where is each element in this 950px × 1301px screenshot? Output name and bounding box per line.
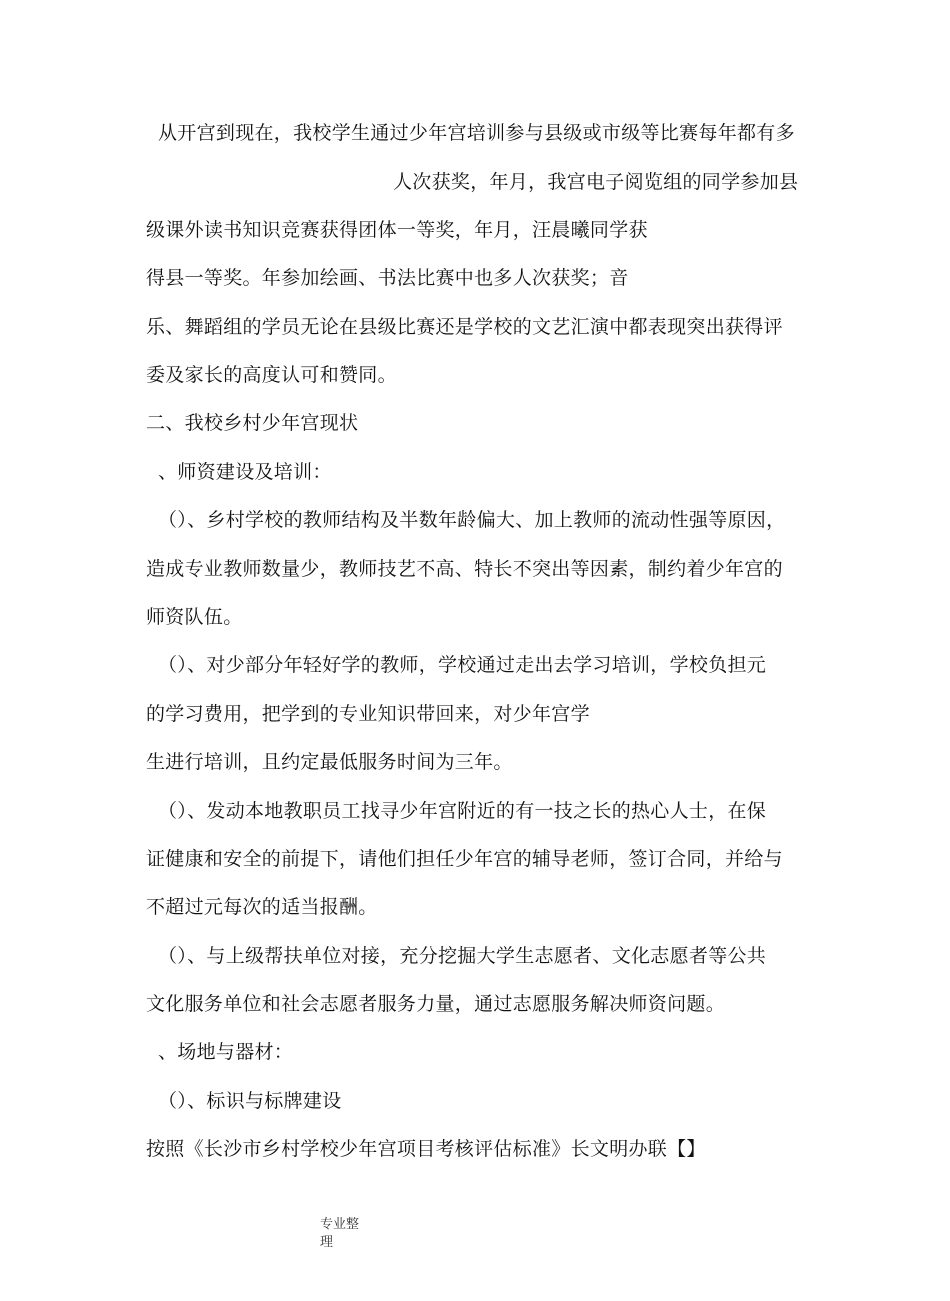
paragraph-line-17: 不超过元每次的适当报酬。 <box>146 896 378 918</box>
paragraph-line-18: （）、与上级帮扶单位对接，充分挖掘大学生志愿者、文化志愿者等公共 <box>158 945 767 967</box>
footer-line-2: 理 <box>320 1235 334 1250</box>
paragraph-line-22: 按照《长沙市乡村学校少年宫项目考核评估标准》长文明办联【】 <box>146 1138 706 1160</box>
paragraph-line-16: 证健康和安全的前提下，请他们担任少年宫的辅导老师，签订合同，并给与 <box>146 848 783 870</box>
subsection-heading-teachers: 、师资建设及培训： <box>158 461 332 483</box>
section-heading: 二、我校乡村少年宫现状 <box>146 412 359 434</box>
paragraph-line-9: （）、乡村学校的教师结构及半数年龄偏大、加上教师的流动性强等原因， <box>158 509 786 531</box>
footer-line-1: 专业整 <box>320 1217 360 1232</box>
paragraph-line-5: 乐、舞蹈组的学员无论在县级比赛还是学校的文艺汇演中都表现突出获得评 <box>146 316 783 338</box>
paragraph-line-15: （）、发动本地教职员工找寻少年宫附近的有一技之长的热心人士，在保 <box>158 800 767 822</box>
paragraph-line-4: 得县一等奖。年参加绘画、书法比赛中也多人次获奖；音 <box>146 267 629 289</box>
paragraph-line-12: （）、对少部分年轻好学的教师，学校通过走出去学习培训，学校负担元 <box>158 654 767 676</box>
paragraph-line-3: 级课外读书知识竞赛获得团体一等奖，年月，汪晨曦同学获 <box>146 219 648 241</box>
paragraph-line-10: 造成专业教师数量少，教师技艺不高、特长不突出等因素，制约着少年宫的 <box>146 558 783 580</box>
paragraph-line-21: （）、标识与标牌建设 <box>158 1090 342 1112</box>
paragraph-line-2: 人次获奖，年月，我宫电子阅览组的同学参加县 <box>393 171 799 193</box>
subsection-heading-venue: 、场地与器材： <box>158 1041 294 1063</box>
paragraph-line-14: 生进行培训，且约定最低服务时间为三年。 <box>146 751 513 773</box>
paragraph-line-13: 的学习费用，把学到的专业知识带回来，对少年宫学 <box>146 703 590 725</box>
paragraph-line-19: 文化服务单位和社会志愿者服务力量，通过志愿服务解决师资问题。 <box>146 993 726 1015</box>
paragraph-line-6: 委及家长的高度认可和赞同。 <box>146 364 397 386</box>
paragraph-line-1: 从开宫到现在，我校学生通过少年宫培训参与县级或市级等比赛每年都有多 <box>158 122 795 144</box>
paragraph-line-11: 师资队伍。 <box>146 606 243 628</box>
